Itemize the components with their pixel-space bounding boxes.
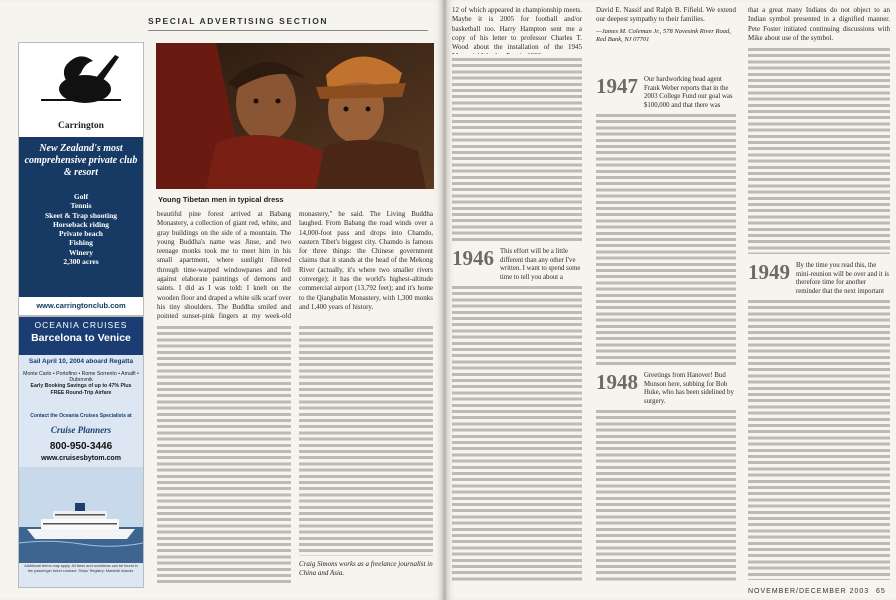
class-year-1949: 1949 xyxy=(748,260,790,284)
cruise-planners-logo: Cruise Planners xyxy=(50,425,112,435)
class-1946-body xyxy=(452,286,582,582)
amenity-item: Skeet & Trap shooting xyxy=(44,210,118,220)
class-notes-column-c-top xyxy=(748,6,890,44)
page-number: 65 xyxy=(876,588,886,595)
oceania-url-link[interactable]: www.cruisesbytom.com xyxy=(41,455,121,462)
right-page xyxy=(446,0,896,600)
left-page xyxy=(0,0,443,600)
class-note-paragraph: David E. Nassif and Ralph B. Fifield. We extend our deepest sympathy to their families. xyxy=(596,6,736,24)
amenity-item: Private beach xyxy=(59,229,103,239)
oceania-promo: Early Booking Savings of up to 47% Plus FREE Round-Trip Airfare xyxy=(30,383,132,396)
class-year-1947: 1947 xyxy=(596,74,638,98)
oceania-ports: Monte Carlo • Portofino • Rome Sorrento • Amalfi • Dubrovnik xyxy=(23,371,139,383)
class-1947-intro: Our hardworking head agent Frank Weber reports that in the 2003 College Fund our goal was $100,000 and that there was xyxy=(644,76,733,109)
amenity-item: Horseback riding xyxy=(52,219,110,229)
photo-caption: Young Tibetan men in typical dress xyxy=(158,195,284,204)
issue-date-folio: NOVEMBER/DECEMBER 2003 xyxy=(748,588,870,595)
article-paragraph: monastery," he said. The Living Buddha laughed. From Babang the road winds over a 14,000-foot pass and drops into Chamdo, eastern Tibet's biggest city. Chamdo is famous for three things: the Chinese government claims that it stands at the head of the Mekong River (actually, it's where two smaller rivers converge); it has the world's highest-altitude commercial airport (13,792 feet); and it's home to the Qiangbalin Monastery, with 1,300 monks and 1,400 years of history. xyxy=(299,210,433,311)
class-notes-column-b-top xyxy=(596,6,736,26)
amenity-item: Fishing xyxy=(69,238,93,248)
amenity-item: Golf xyxy=(73,192,89,201)
amenity-item: Winery xyxy=(68,247,94,257)
article-column-1-top xyxy=(157,210,291,322)
class-year-1948: 1948 xyxy=(596,370,638,394)
class-1948-intro: Greetings from Hanover! Bud Munson here, subbing for Bob Huke, who has been sidelined by surgery. xyxy=(644,372,734,405)
oceania-fine-print: Additional terms may apply. All fares and conditions can be found in the passenger ticket contract. Ships' Registry: Marshall Islands. xyxy=(24,564,138,573)
oceania-banner xyxy=(19,317,143,355)
article-column-2-body xyxy=(299,326,433,556)
carrington-slogan: New Zealand's most comprehensive private club & resort xyxy=(24,143,138,178)
carrington-url-link[interactable]: www.carringtonclub.com xyxy=(36,301,126,310)
header-rule xyxy=(148,30,428,31)
class-note-paragraph: that a great many Indians do not object to an Indian symbol presented in a dignified manner. Pete Foster initiated continuing discussions with Mike about use of the symbol. xyxy=(748,6,890,42)
class-secretary-contact: —James M. Coleman Jr., 578 Navesink River Road, Red Bank, NJ 07701 xyxy=(596,28,731,43)
class-notes-column-c-body xyxy=(748,48,890,254)
class-1947-body xyxy=(596,114,736,366)
class-notes-column-a-body xyxy=(452,58,582,244)
oceania-phone-link[interactable]: 800-950-3446 xyxy=(49,441,113,452)
cruise-ship-image xyxy=(19,467,143,563)
carrington-band xyxy=(19,137,143,297)
article-column-2-top xyxy=(299,210,433,322)
carrington-logo xyxy=(35,49,127,107)
article-column-1-body xyxy=(157,326,291,584)
class-note-paragraph: 12 of which appeared in championship meets. Maybe it is 2005 for football and/or basketball too. Harry Hampton sent me a copy of his letter to professor Charles T. Wood about the installation of the 1945 xyxy=(452,6,582,52)
oceania-route: Barcelona to Venice xyxy=(31,332,131,344)
article-paragraph: beautiful pine forest arrived at Babang Monastery, a collection of giant red, white, and gray buildings on the side of a mountain. The young Buddha's name was Jinse, and two teenage monks took me to meet him in his small apartment, where sunlight filtered through time-warped windowpanes and fell against elaborate paintings of demons and saints. I did as I was told: I knelt on the wooden floor and draped a white silk scarf over his tiny shoulders. The Buddha smiled and pointed sunset-pink fingers at my week-old xyxy=(157,210,291,321)
section-header: SPECIAL ADVERTISING SECTION xyxy=(148,16,329,26)
class-year-1946: 1946 xyxy=(452,246,494,270)
class-1948-body xyxy=(596,410,736,582)
amenity-item: 2,300 acres xyxy=(63,257,99,267)
oceania-contact: Contact the Oceania Cruises Specialists at xyxy=(30,413,132,419)
carrington-name: Carrington xyxy=(58,121,104,131)
amenity-item: Tennis xyxy=(70,201,92,211)
class-notes-column-a-top xyxy=(452,6,582,54)
class-1949-body xyxy=(748,300,890,580)
oceania-cruises-ad[interactable] xyxy=(18,316,144,588)
class-1949-intro: By the time you read this, the mini-reunion will be over and it is therefore time for another reminder that the next important xyxy=(796,262,889,295)
tibetan-men-photo xyxy=(156,43,434,189)
oceania-sail-date: Sail April 10, 2004 aboard Regatta xyxy=(28,358,134,365)
carrington-ad[interactable] xyxy=(18,42,144,316)
author-note: Craig Simons works as a freelance journalist in China and Asia. xyxy=(299,560,433,577)
carrington-amenities xyxy=(19,192,143,266)
oceania-logo: OCEANIA CRUISES xyxy=(34,320,128,330)
class-1946-intro: This effort will be a little different than any other I've written. I want to spend some time to tell you about a xyxy=(500,248,581,281)
